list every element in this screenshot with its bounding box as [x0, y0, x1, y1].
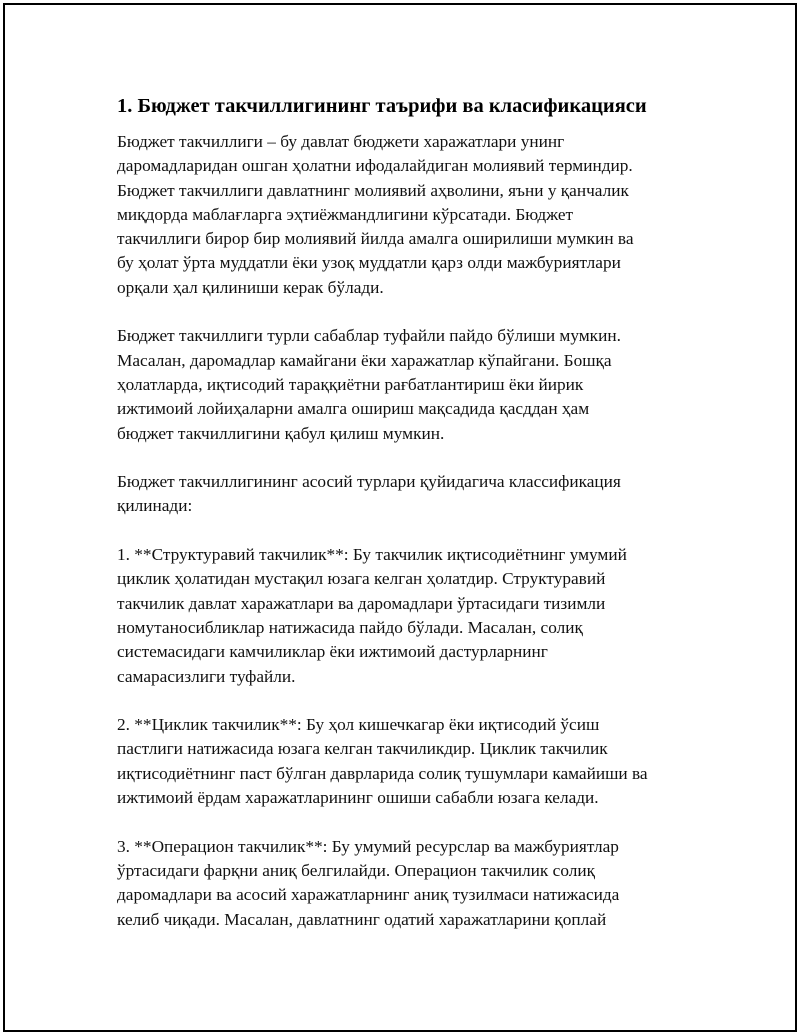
list-item-operational-deficit [117, 835, 697, 932]
list-item-cyclical-deficit [117, 713, 697, 810]
paragraph-causes [117, 324, 697, 445]
text-line: 2. **Циклик такчилик**: Бу ҳол кишечкагар ёки иқтисодий ўсиш [117, 715, 600, 735]
text-line: ўртасидаги фарқни аниқ белгилайди. Операцион такчилик солиқ [117, 860, 595, 880]
section-title: 1. Бюджет такчиллигининг таърифи ва класификацияси [117, 95, 647, 117]
text-line: Масалан, даромадлар камайгани ёки харажатлар кўпайгани. Бошқа [117, 350, 612, 370]
text-line: бу ҳолат ўрта муддатли ёки узоқ муддатли қарз олди мажбуриятлари [117, 253, 621, 273]
text-line: 3. **Операцион такчилик**: Бу умумий ресурслар ва мажбуриятлар [117, 836, 619, 856]
text-line: Бюджет такчиллигининг асосий турлари қуйидагича классификация [117, 472, 621, 492]
text-line: иқтисодиётнинг паст бўлган даврларида солиқ тушумлари камайиши ва [117, 763, 648, 783]
text-line: даромадларидан ошган ҳолатни ифодалайдиган молиявий терминдир. [117, 156, 633, 176]
text-line: Бюджет такчиллиги давлатнинг молиявий аҳволини, яъни у қанчалик [117, 180, 629, 200]
text-line: 1. **Структуравий такчилик**: Бу такчилик иқтисодиётнинг умумий [117, 545, 627, 565]
list-item-structural-deficit [117, 543, 697, 689]
text-line: такчиллиги бирор бир молиявий йилда амалга оширилиши мумкин ва [117, 229, 634, 249]
text-line: системасидаги камчиликлар ёки ижтимоий дастурларнинг [117, 642, 548, 662]
text-line: ижтимоий лойиҳаларни амалга ошириш мақсадида қасддан ҳам [117, 399, 590, 419]
text-line: қилинади: [117, 496, 193, 516]
paragraph-definition [117, 130, 697, 300]
text-line: ижтимоий ёрдам харажатларининг ошиши сабабли юзага келади. [117, 788, 599, 808]
text-line: Бюджет такчиллиги – бу давлат бюджети харажатлари унинг [117, 132, 565, 151]
text-line: такчилик давлат харажатлари ва даромадлари ўртасидаги тизимли [117, 593, 606, 613]
text-line: орқали ҳал қилиниши керак бўлади. [117, 277, 384, 297]
text-line: келиб чиқади. Масалан, давлатнинг одатий харажатларини қоплай [117, 909, 607, 929]
text-line: пастлиги натижасида юзага келган такчиликдир. Циклик такчилик [117, 739, 608, 759]
paragraph-classification-intro [117, 470, 697, 519]
text-line: Бюджет такчиллиги турли сабаблар туфайли пайдо бўлиши мумкин. [117, 326, 621, 346]
text-line: циклик ҳолатидан мустақил юзага келган ҳолатдир. Структуравий [117, 569, 606, 589]
document-body [117, 92, 697, 956]
text-line: даромадлари ва асосий харажатларнинг аниқ тузилмаси натижасида [117, 885, 620, 905]
text-line: ҳолатларда, иқтисодий тараққиётни рағбатлантириш ёки йирик [117, 374, 584, 394]
text-line: бюджет такчиллигини қабул қилиш мумкин. [117, 423, 445, 443]
text-line: самарасизлиги туфайли. [117, 666, 296, 686]
text-line: номутаносибликлар натижасида пайдо бўлади. Масалан, солиқ [117, 617, 583, 637]
text-line: миқдорда маблағларга эҳтиёжмандлигини кўрсатади. Бюджет [117, 204, 574, 224]
